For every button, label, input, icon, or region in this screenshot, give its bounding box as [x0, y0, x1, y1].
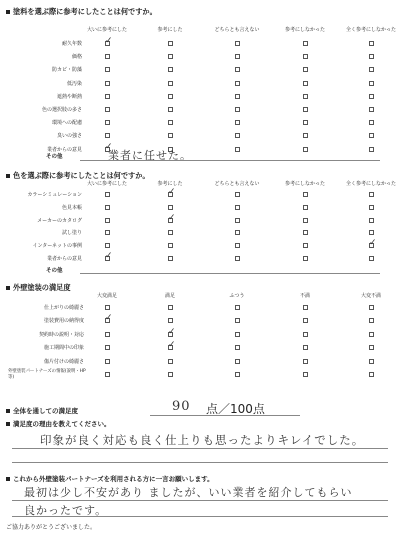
section3-checkbox[interactable] — [369, 372, 374, 377]
section1-checkbox[interactable] — [369, 67, 374, 72]
section1-checkbox[interactable] — [105, 120, 110, 125]
square-bullet-icon — [6, 477, 10, 481]
section1-column-header: どちらとも言えない — [214, 27, 260, 33]
section1-checkbox[interactable] — [235, 54, 240, 59]
section2-column-header: 全く参考にしなかった — [345, 181, 396, 187]
section2-other-label: その他 — [46, 268, 63, 274]
section3-row-label: 仕上がりの綺麗さ — [43, 305, 84, 311]
section3-column-header: ふつう — [229, 293, 245, 299]
section3-checkbox[interactable] — [369, 359, 374, 364]
section2-checkbox[interactable] — [105, 243, 110, 248]
check-mark-icon: ✓ — [105, 251, 113, 261]
section1-checkbox[interactable] — [235, 107, 240, 112]
section2-checkbox[interactable] — [235, 218, 240, 223]
section3-checkbox[interactable] — [369, 305, 374, 310]
section2-checkbox[interactable] — [168, 205, 173, 210]
section1-checkbox[interactable] — [303, 107, 308, 112]
section1-checkbox[interactable] — [168, 67, 173, 72]
section2-checkbox[interactable] — [168, 230, 173, 235]
section1-checkbox[interactable] — [369, 147, 374, 152]
section3-row-label: 施工期間中の印象 — [43, 345, 84, 352]
section3-checkbox[interactable] — [303, 359, 308, 364]
section1-checkbox[interactable] — [235, 41, 240, 46]
check-mark-icon: ✓ — [168, 340, 176, 351]
comment-label: これから外壁塗装パートナーズを利用される方に一言お願いします。 — [6, 474, 214, 483]
section2-row-label: インターネットの事例 — [32, 243, 82, 250]
section2-checkbox[interactable] — [303, 205, 308, 210]
section1-checkbox[interactable] — [303, 41, 308, 46]
overall-unit: 点／100点 — [206, 402, 265, 416]
section1-row-label: 臭いの強さ — [56, 133, 82, 140]
section1-checkbox[interactable] — [369, 54, 374, 59]
section2-checkbox[interactable] — [369, 230, 374, 235]
section3-checkbox[interactable] — [168, 359, 173, 364]
section2-checkbox[interactable] — [105, 205, 110, 210]
section1-checkbox[interactable] — [105, 54, 110, 59]
section1-checkbox[interactable] — [303, 147, 308, 152]
section3-checkbox[interactable] — [303, 345, 308, 350]
section3-checkbox[interactable] — [303, 332, 308, 337]
check-mark-icon: ✓ — [168, 326, 176, 337]
check-mark-icon: ✓ — [105, 141, 113, 152]
section1-row-label: 低汚染 — [66, 80, 82, 87]
section2-checkbox[interactable] — [235, 192, 240, 197]
section3-row-label: 傷片付けの綺麗さ — [43, 358, 84, 365]
section1-checkbox[interactable] — [235, 133, 240, 138]
section3-checkbox[interactable] — [105, 372, 110, 377]
section1-checkbox[interactable] — [168, 120, 173, 125]
section1-other-label: その他 — [46, 154, 63, 160]
section1-row-label: 遮熱や断熱 — [56, 93, 82, 100]
section3-checkbox[interactable] — [168, 305, 173, 310]
section2-checkbox[interactable] — [235, 256, 240, 261]
section1-column-header: 大いに参考にした — [86, 27, 127, 33]
section2-checkbox[interactable] — [105, 230, 110, 235]
reason-label: 満足度の理由を教えてください。 — [6, 419, 111, 428]
section1-checkbox[interactable] — [235, 94, 240, 99]
section3-checkbox[interactable] — [303, 318, 308, 323]
reason-line-1 — [12, 448, 388, 449]
comment-line1: 最初は少し不安があり ましたが、いい業者を紹介してもらい — [24, 486, 353, 499]
section1-checkbox[interactable] — [235, 67, 240, 72]
section2-column-header: どちらとも言えない — [214, 181, 260, 187]
section1-checkbox[interactable] — [303, 133, 308, 138]
section3-checkbox[interactable] — [235, 305, 240, 310]
section3-checkbox[interactable] — [105, 345, 110, 350]
section2-row-label: 業者からの意見 — [46, 256, 82, 262]
section3-column-header: 不満 — [299, 293, 310, 299]
section1-checkbox[interactable] — [303, 81, 308, 86]
section3-title: 外壁塗装の満足度 — [6, 283, 71, 293]
section1-checkbox[interactable] — [105, 107, 110, 112]
section1-checkbox[interactable] — [105, 81, 110, 86]
section3-checkbox[interactable] — [235, 345, 240, 350]
section3-checkbox[interactable] — [235, 332, 240, 337]
square-bullet-icon — [6, 10, 10, 14]
section1-checkbox[interactable] — [168, 107, 173, 112]
section1-checkbox[interactable] — [168, 133, 173, 138]
square-bullet-icon — [6, 286, 10, 290]
section2-checkbox[interactable] — [369, 205, 374, 210]
section3-row-label: 外壁塗装パートナーズの情報(説明・HP 等) — [8, 369, 86, 380]
section1-checkbox[interactable] — [168, 81, 173, 86]
check-mark-icon: ✓ — [369, 238, 377, 249]
section2-checkbox[interactable] — [303, 243, 308, 248]
section1-row-label: 価格 — [71, 54, 82, 61]
section2-checkbox[interactable] — [369, 256, 374, 261]
reason-text: 印象が良く対応も良く仕上りも思ったよりキレイでした。 — [40, 433, 365, 447]
check-mark-icon: ✓ — [168, 187, 176, 197]
section2-checkbox[interactable] — [369, 192, 374, 197]
section1-checkbox[interactable] — [168, 41, 173, 46]
footer-thanks: ご協力ありがとうございました。 — [6, 524, 97, 531]
section1-checkbox[interactable] — [369, 133, 374, 138]
section1-checkbox[interactable] — [369, 107, 374, 112]
check-mark-icon: ✓ — [168, 212, 176, 223]
section2-checkbox[interactable] — [303, 192, 308, 197]
section3-column-header: 大変不満 — [360, 293, 381, 299]
section2-checkbox[interactable] — [105, 218, 110, 223]
section3-checkbox[interactable] — [168, 318, 173, 323]
section3-checkbox[interactable] — [303, 305, 308, 310]
section2-row-label: 色見本帳 — [61, 204, 82, 211]
section2-column-header: 参考にしなかった — [284, 181, 325, 187]
section1-row-label: 防カビ・防藻 — [51, 67, 82, 74]
section3-checkbox[interactable] — [369, 345, 374, 350]
section2-row-label: メーカーのカタログ — [37, 217, 82, 224]
section2-title: 色を選ぶ際に参考にしたことは何ですか。 — [6, 171, 150, 181]
section3-checkbox[interactable] — [105, 305, 110, 310]
section2-checkbox[interactable] — [168, 256, 173, 261]
section2-checkbox[interactable] — [235, 243, 240, 248]
section1-checkbox[interactable] — [105, 133, 110, 138]
section3-row-label: 塗装費用の納得度 — [43, 318, 84, 325]
section1-checkbox[interactable] — [369, 94, 374, 99]
comment-line2: 良かったです。 — [24, 504, 108, 517]
section2-checkbox[interactable] — [303, 230, 308, 235]
section1-checkbox[interactable] — [105, 94, 110, 99]
section2-checkbox[interactable] — [235, 230, 240, 235]
section1-row-label: 環境への配慮 — [51, 120, 82, 127]
section1-checkbox[interactable] — [235, 81, 240, 86]
section1-checkbox[interactable] — [303, 120, 308, 125]
section1-other-value: 業者に任せた。 — [108, 149, 192, 162]
section1-other-line — [80, 160, 380, 161]
section1-checkbox[interactable] — [303, 54, 308, 59]
section1-row-label: 色の選択肢の多さ — [41, 107, 82, 113]
section2-other-line — [80, 273, 380, 274]
square-bullet-icon — [6, 174, 10, 178]
section3-checkbox[interactable] — [235, 359, 240, 364]
section2-column-header: 参考にした — [157, 181, 183, 187]
check-mark-icon: ✓ — [105, 36, 113, 46]
section3-checkbox[interactable] — [168, 372, 173, 377]
comment-rule-2 — [12, 516, 388, 517]
section3-row-label: 契約時の説明・対応 — [38, 331, 84, 338]
section3-checkbox[interactable] — [369, 318, 374, 323]
square-bullet-icon — [6, 409, 10, 413]
section1-column-header: 全く参考にしなかった — [345, 27, 396, 33]
section1-checkbox[interactable] — [303, 67, 308, 72]
section2-column-header: 大いに参考にした — [86, 181, 127, 187]
section2-checkbox[interactable] — [168, 243, 173, 248]
section2-checkbox[interactable] — [303, 256, 308, 261]
check-mark-icon: ✓ — [105, 313, 113, 324]
section2-row-label: 試し塗り — [61, 230, 82, 237]
overall-score: 90 — [172, 399, 191, 414]
section2-checkbox[interactable] — [369, 218, 374, 223]
section3-checkbox[interactable] — [235, 372, 240, 377]
section1-checkbox[interactable] — [369, 120, 374, 125]
section2-checkbox[interactable] — [235, 205, 240, 210]
section1-column-header: 参考にした — [157, 27, 183, 33]
section3-checkbox[interactable] — [303, 372, 308, 377]
reason-line-2 — [12, 462, 388, 463]
section1-row-label: 業者からの意見 — [46, 146, 82, 153]
section1-checkbox[interactable] — [303, 94, 308, 99]
section2-row-label: カラーシミュレーション — [27, 192, 82, 198]
section3-column-header: 満足 — [164, 293, 175, 299]
square-bullet-icon — [6, 422, 10, 426]
section1-checkbox[interactable] — [369, 41, 374, 46]
section1-column-header: 参考にしなかった — [284, 27, 325, 33]
section3-column-header: 大変満足 — [96, 293, 117, 299]
section1-checkbox[interactable] — [168, 94, 173, 99]
section3-checkbox[interactable] — [369, 332, 374, 337]
overall-line — [150, 415, 300, 416]
section1-row-label: 耐久年数 — [61, 41, 82, 47]
section3-checkbox[interactable] — [105, 359, 110, 364]
section3-checkbox[interactable] — [105, 332, 110, 337]
section1-checkbox[interactable] — [235, 147, 240, 152]
section2-checkbox[interactable] — [105, 192, 110, 197]
section1-checkbox[interactable] — [235, 120, 240, 125]
overall-label: 全体を通しての満足度 — [6, 406, 78, 415]
section3-checkbox[interactable] — [235, 318, 240, 323]
section1-checkbox[interactable] — [105, 67, 110, 72]
section2-checkbox[interactable] — [303, 218, 308, 223]
comment-rule-1 — [12, 500, 388, 501]
section1-checkbox[interactable] — [168, 54, 173, 59]
section1-checkbox[interactable] — [369, 81, 374, 86]
section1-title: 塗料を選ぶ際に参考にしたことは何ですか。 — [6, 7, 157, 17]
